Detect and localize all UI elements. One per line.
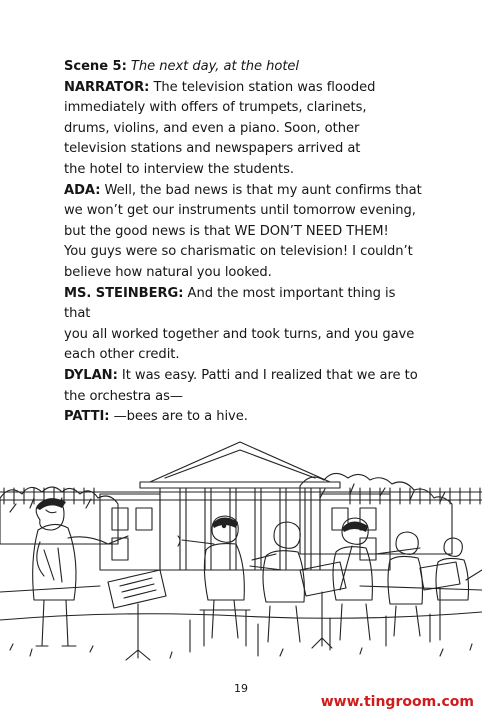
dialogue-line: The television station was flooded <box>153 79 376 95</box>
dialogue-line: but the good news is that WE DON’T NEED THEM! <box>64 223 389 239</box>
fence <box>0 488 482 504</box>
speaker-name: MS. STEINBERG: <box>64 285 184 301</box>
hotel-building <box>100 442 390 570</box>
student-trumpet-player <box>178 516 250 646</box>
dialogue-line: It was easy. Patti and I realized that we are to <box>121 367 418 383</box>
dialogue-line: you all worked together and took turns, and you gave <box>64 326 415 342</box>
dialogue-line: we won’t get our instruments until tomorrow evening, <box>64 203 416 219</box>
scene-label: Scene 5: <box>64 59 127 74</box>
dialogue-line: —bees are to a hive. <box>113 409 248 425</box>
speaker-name: ADA: <box>64 182 101 198</box>
dialogue-line: the hotel to interview the students. <box>64 161 294 177</box>
music-stand-front <box>108 570 166 660</box>
dialogue-line: believe how natural you looked. <box>64 264 272 280</box>
dialogue-narrator <box>64 78 424 181</box>
dialogue-line: immediately with offers of trumpets, clarinets, <box>64 100 367 116</box>
orchestra-illustration <box>0 420 482 670</box>
music-stand-right <box>420 562 460 640</box>
dialogue-line: Well, the bad news is that my aunt confirms that <box>104 182 422 198</box>
dialogue-line: And the most important thing is that <box>64 285 396 322</box>
conductor-figure <box>33 499 128 646</box>
student-back-row <box>436 538 482 600</box>
speaker-name: PATTI: <box>64 409 110 425</box>
dialogue-line: You guys were so charismatic on television! I couldn’t <box>64 244 413 260</box>
watermark: www.tingroom.com <box>320 694 474 710</box>
dialogue-line: the orchestra as— <box>64 388 183 404</box>
student-clarinetist <box>333 518 372 640</box>
scene-header <box>64 57 424 78</box>
speaker-name: NARRATOR: <box>64 79 150 95</box>
student-flutist <box>376 532 423 636</box>
dialogue-line: drums, violins, and even a piano. Soon, other <box>64 120 360 136</box>
scene-setting: The next day, at the hotel <box>130 59 300 74</box>
ground-line <box>0 612 482 620</box>
music-stand-middle <box>300 562 346 648</box>
dialogue-line: each other credit. <box>64 347 180 363</box>
script-text <box>64 57 424 428</box>
speaker-name: DYLAN: <box>64 367 118 383</box>
dialogue-ms-steinberg <box>64 284 424 366</box>
dialogue-dylan <box>64 366 424 407</box>
dialogue-line: television stations and newspapers arrived at <box>64 141 361 157</box>
dialogue-ada <box>64 181 424 284</box>
page-number: 19 <box>234 682 248 695</box>
